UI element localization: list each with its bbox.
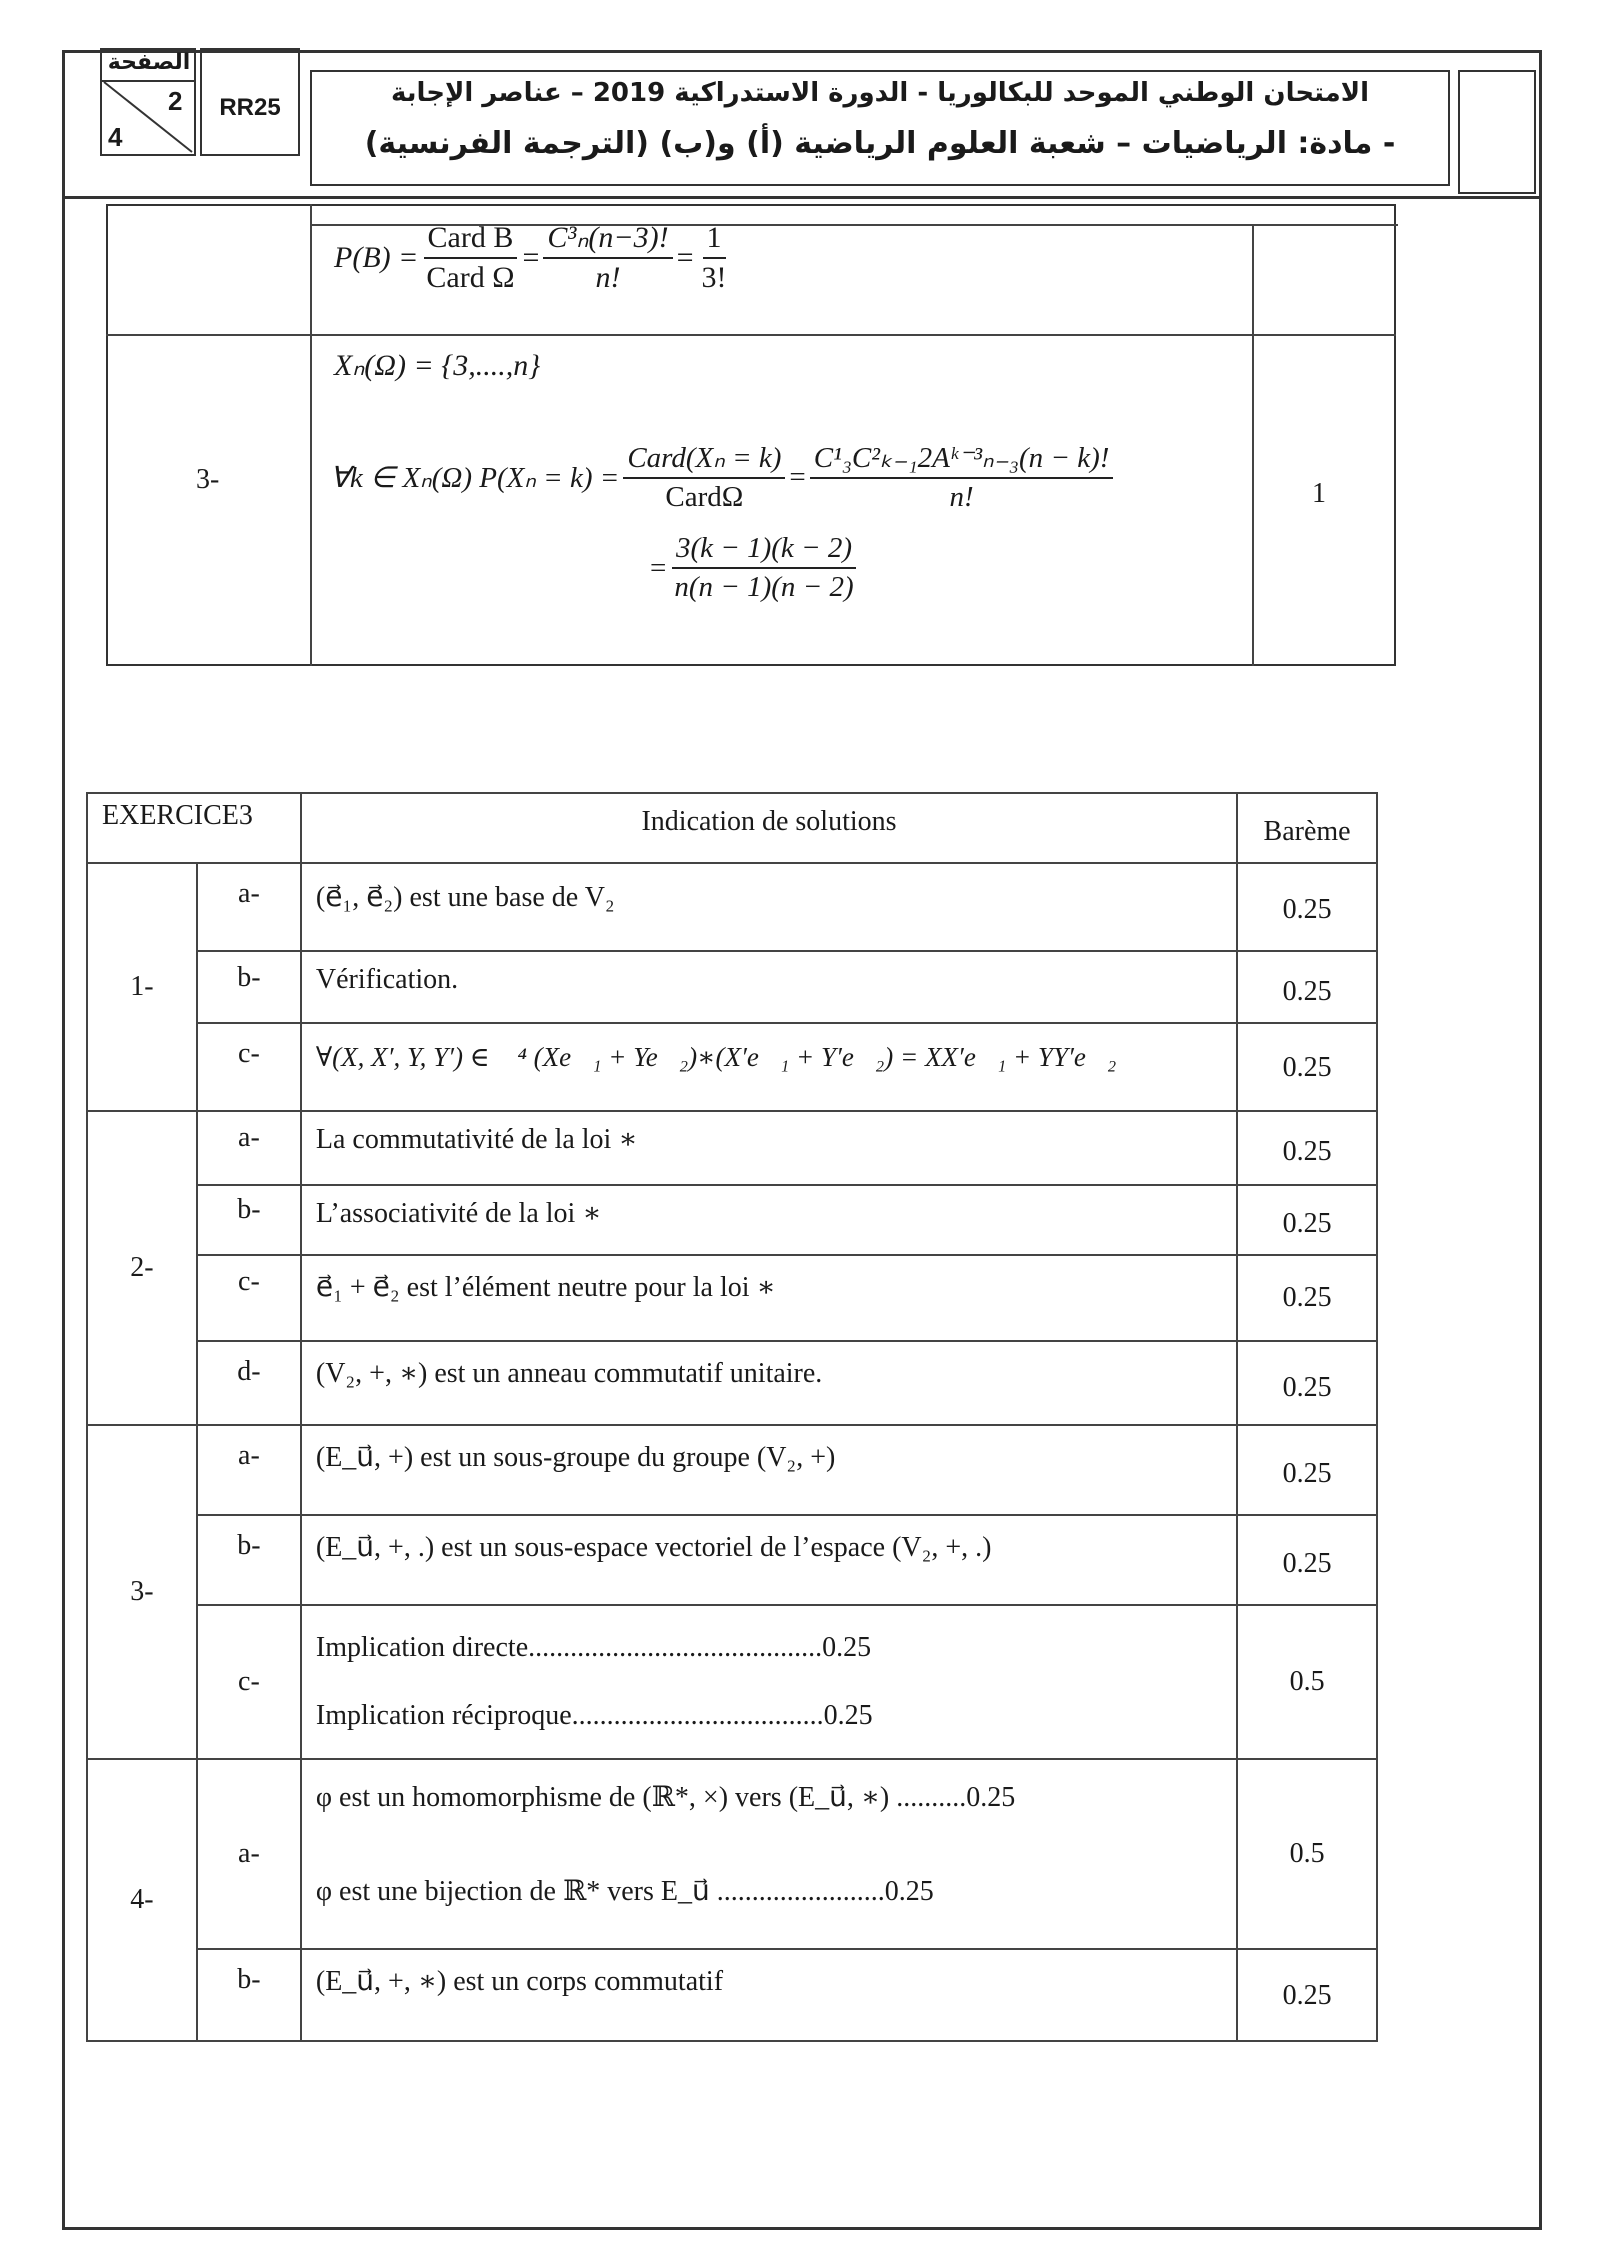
pb-frac-1-num: Card B: [424, 221, 518, 259]
sub-label-text: a-: [238, 1440, 260, 1471]
group-number: [87, 1425, 197, 1759]
score-text: 0.5: [1289, 1838, 1325, 1869]
pb-frac-1: [422, 221, 518, 295]
exercise3-title-text: EXERCICE3: [102, 800, 253, 831]
sub-label: [197, 1111, 301, 1185]
pb-frac-2: [543, 220, 672, 295]
empty-header-box: [1458, 70, 1536, 194]
solution-text: (e⃗₁, e⃗₂) est une base de V₂: [315, 882, 615, 913]
score-text: 0.25: [1282, 894, 1332, 925]
score-cell: [1237, 1255, 1377, 1341]
title-line-2: - مادة: الرياضيات – شعبة العلوم الرياضية (أ) و(ب) (الترجمة الفرنسية): [364, 126, 1396, 161]
group-number: [87, 1111, 197, 1425]
solution-text: Vérification.: [315, 964, 459, 995]
col-solutions-header: [301, 793, 1237, 863]
solution-text: (E_u⃗, +, ∗) est un corps commutatif: [315, 1966, 724, 1997]
page-total: 4: [108, 122, 123, 152]
sub-label-text: c-: [238, 1266, 260, 1297]
group-number-text: 3-: [130, 1576, 154, 1607]
xn-range: Xₙ(Ω) = {3,....,n}: [334, 349, 541, 382]
solution-text: (E_u⃗, +, .) est un sous-espace vectoriel de l’espace (V₂, +, .): [315, 1532, 992, 1563]
pxn-frac-1-num: Card(Xₙ = k): [623, 440, 785, 479]
group-number: [87, 863, 197, 1111]
score-cell: [1237, 1023, 1377, 1111]
solution-cell: [301, 1515, 1237, 1605]
score-cell: [1237, 1341, 1377, 1425]
sub-label: [197, 1341, 301, 1425]
solution-cell: [301, 1111, 1237, 1185]
sub-label: [197, 1515, 301, 1605]
score-text: 0.5: [1289, 1666, 1325, 1697]
pxn-frac-1: [623, 440, 785, 514]
pb-frac-3-num: 1: [703, 221, 726, 259]
sub-label-text: a-: [238, 878, 260, 909]
sub-label: [197, 863, 301, 951]
score-text: 0.25: [1282, 1980, 1332, 2011]
score-text: 0.25: [1282, 1208, 1332, 1239]
group-number-text: 1-: [130, 971, 154, 1002]
pxn-frac-2-den: n!: [949, 481, 974, 513]
solution-line-2: Implication réciproque....................................0.25: [315, 1700, 873, 1731]
pxn-lhs: ∀k ∈ Xₙ(Ω) P(Xₙ = k) =: [330, 461, 620, 494]
table-row: [87, 1341, 1377, 1425]
solution-cell: [301, 1341, 1237, 1425]
solution-line-1: φ est un homomorphisme de (ℝ*, ×) vers (E_u⃗, ∗) ..........0.25: [315, 1782, 1016, 1813]
pb-frac-3-den: 3!: [701, 260, 727, 294]
solution-line-1: Implication directe..........................................0.25: [315, 1632, 872, 1663]
solution-text: (V₂, +, ∗) est un anneau commutatif unitaire.: [315, 1358, 823, 1389]
col-bareme-header: [1237, 793, 1377, 863]
top-row2-score: 1: [1312, 478, 1326, 509]
pxn-frac-3-den: n(n − 1)(n − 2): [674, 571, 854, 603]
page-number: 2: [168, 86, 183, 116]
pxn-frac-2-num: C¹₃C²ₖ₋₁2Aᵏ⁻³ₙ₋₃(n − k)!: [810, 440, 1114, 479]
score-cell: [1237, 951, 1377, 1023]
sub-label: [197, 1759, 301, 1949]
score-cell: [1237, 1949, 1377, 2041]
pxn-eq-2: =: [650, 551, 667, 584]
pb-lhs: P(B) =: [334, 240, 419, 274]
pxn-frac-1-den: CardΩ: [665, 481, 744, 513]
solution-cell: [301, 1023, 1237, 1111]
page-number-box: [100, 48, 196, 156]
solution-cell: [301, 1605, 1237, 1759]
title-box: [310, 70, 1450, 186]
pb-frac-3: [698, 221, 731, 295]
score-cell: [1237, 1515, 1377, 1605]
exercise3-table: [86, 792, 1378, 2042]
sub-label-text: c-: [238, 1038, 260, 1069]
sub-label-text: b-: [237, 1194, 261, 1225]
pxn-formula: [330, 440, 1117, 514]
solution-text: La commutativité de la loi ∗: [315, 1124, 638, 1155]
solution-text: (E_u⃗, +) est un sous-groupe du groupe (V₂, +): [315, 1442, 836, 1473]
exercise3-header-row: [87, 793, 1377, 863]
exercise3-title: [87, 793, 301, 863]
solution-cell: [301, 1949, 1237, 2041]
sub-label: [197, 1185, 301, 1255]
table-row: [87, 1515, 1377, 1605]
table-row: [87, 1255, 1377, 1341]
top-row2-label: 3-: [196, 464, 220, 495]
solution-cell: [301, 951, 1237, 1023]
score-text: 0.25: [1282, 1458, 1332, 1489]
top-col-divider-2: [1252, 224, 1254, 666]
table-row: [87, 1949, 1377, 2041]
sub-label: [197, 1949, 301, 2041]
sub-label-text: b-: [237, 1964, 261, 1995]
sub-label: [197, 951, 301, 1023]
sub-label: [197, 1425, 301, 1515]
table-row: [87, 1605, 1377, 1759]
group-number-text: 2-: [130, 1252, 154, 1283]
solution-cell: [301, 1425, 1237, 1515]
score-text: 0.25: [1282, 976, 1332, 1007]
score-text: 0.25: [1282, 1282, 1332, 1313]
table-row: [87, 1023, 1377, 1111]
code-box: [200, 48, 300, 156]
pb-frac-2-num: C³ₙ(n−3)!: [543, 220, 672, 259]
table-row: [87, 1185, 1377, 1255]
group-number-text: 4-: [130, 1884, 154, 1915]
sub-label-text: b-: [237, 962, 261, 993]
solution-cell: [301, 1255, 1237, 1341]
pxn-frac-2: [810, 440, 1114, 514]
col-solutions-label: Indication de solutions: [641, 806, 897, 837]
table-row: [87, 1111, 1377, 1185]
score-text: 0.25: [1282, 1052, 1332, 1083]
sub-label-text: c-: [238, 1666, 260, 1697]
score-cell: [1237, 1425, 1377, 1515]
score-text: 0.25: [1282, 1136, 1332, 1167]
table-row: [87, 951, 1377, 1023]
score-cell: [1237, 1605, 1377, 1759]
sub-label: [197, 1255, 301, 1341]
sub-label-text: a-: [238, 1122, 260, 1153]
score-cell: [1237, 1111, 1377, 1185]
solution-text: ∀(X, X′, Y, Y′) ∈ ℝ⁴ (Xe⃗₁ + Ye⃗₂)∗(X′e⃗₁ + Y′e⃗₂) = XX′e⃗₁ + YY′e⃗₂: [315, 1042, 1117, 1072]
sub-label: [197, 1023, 301, 1111]
top-col-divider-1: [310, 204, 312, 666]
solution-text: e⃗₁ + e⃗₂ est l’élément neutre pour la loi ∗: [315, 1272, 776, 1303]
score-cell: [1237, 863, 1377, 951]
table-row: [87, 863, 1377, 951]
sub-label: [197, 1605, 301, 1759]
pxn-frac-3: [670, 532, 857, 604]
pb-frac-1-den: Card Ω: [426, 260, 515, 294]
score-text: 0.25: [1282, 1548, 1332, 1579]
pb-frac-2-den: n!: [595, 261, 621, 294]
pb-eq-2: =: [676, 240, 694, 274]
pb-formula: [334, 220, 735, 295]
solution-line-2: φ est une bijection de ℝ* vers E_u⃗ ........................0.25: [315, 1876, 934, 1907]
pxn-result: [650, 532, 862, 604]
sub-label-text: d-: [237, 1356, 261, 1387]
page-label: الصفحة: [107, 50, 191, 75]
pxn-frac-3-num: 3(k − 1)(k − 2): [672, 532, 856, 569]
group-number: [87, 1759, 197, 2041]
table-row: [87, 1425, 1377, 1515]
solution-cell: [301, 1759, 1237, 1949]
top-row-divider: [106, 334, 1396, 336]
pxn-eq: =: [789, 460, 806, 493]
sub-label-text: b-: [237, 1530, 261, 1561]
header-divider: [62, 196, 1542, 199]
solution-cell: [301, 1185, 1237, 1255]
title-line-1: الامتحان الوطني الموحد للبكالوريا - الدورة الاستدراكية 2019 – عناصر الإجابة: [390, 78, 1370, 108]
score-cell: [1237, 1185, 1377, 1255]
pb-eq-1: =: [522, 240, 540, 274]
table-row: [87, 1759, 1377, 1949]
sub-label-text: a-: [238, 1838, 260, 1869]
solution-cell: [301, 863, 1237, 951]
score-cell: [1237, 1759, 1377, 1949]
col-bareme-label: Barème: [1263, 816, 1351, 847]
score-text: 0.25: [1282, 1372, 1332, 1403]
solution-text: L’associativité de la loi ∗: [315, 1198, 602, 1229]
exam-code: RR25: [219, 94, 281, 121]
